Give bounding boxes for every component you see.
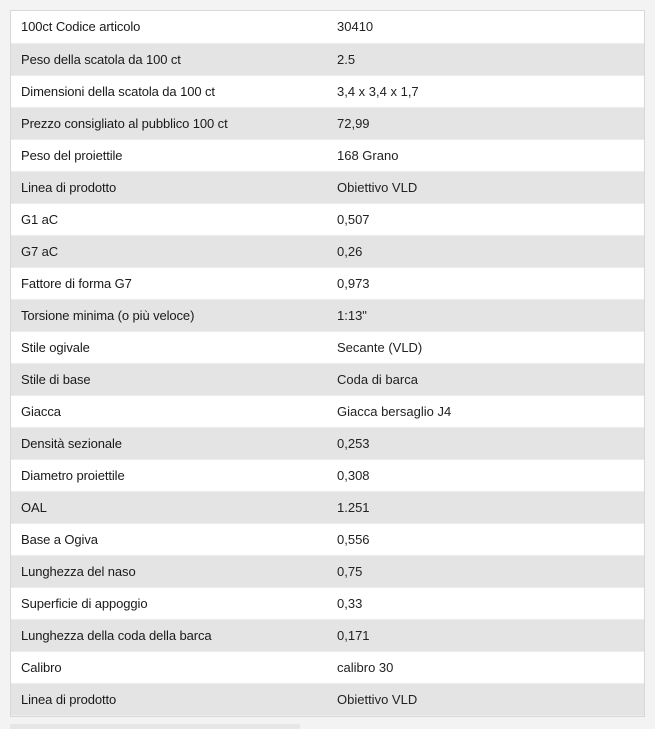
spec-value: 0,507	[327, 203, 644, 235]
spec-value: 0,253	[327, 427, 644, 459]
spec-label: Peso della scatola da 100 ct	[11, 43, 327, 75]
spec-value: Secante (VLD)	[327, 331, 644, 363]
spec-value: Giacca bersaglio J4	[327, 395, 644, 427]
spec-label: Linea di prodotto	[11, 683, 327, 715]
spec-label: Lunghezza del naso	[11, 555, 327, 587]
spec-label: OAL	[11, 491, 327, 523]
spec-value: 72,99	[327, 107, 644, 139]
spec-value: 0,26	[327, 235, 644, 267]
table-row	[11, 523, 644, 555]
table-row	[11, 107, 644, 139]
table-row	[11, 235, 644, 267]
spec-value: Obiettivo VLD	[327, 683, 644, 715]
table-row	[11, 75, 644, 107]
spec-value: 168 Grano	[327, 139, 644, 171]
spec-value: 2.5	[327, 43, 644, 75]
spec-label: Peso del proiettile	[11, 139, 327, 171]
table-row	[11, 459, 644, 491]
spec-value: 0,75	[327, 555, 644, 587]
spec-label: Lunghezza della coda della barca	[11, 619, 327, 651]
table-row	[11, 43, 644, 75]
spec-value: calibro 30	[327, 651, 644, 683]
spec-label: 100ct Codice articolo	[11, 11, 327, 43]
spec-label: Diametro proiettile	[11, 459, 327, 491]
spec-label: G7 aC	[11, 235, 327, 267]
table-row	[11, 555, 644, 587]
spec-label: Torsione minima (o più veloce)	[11, 299, 327, 331]
spec-label: Base a Ogiva	[11, 523, 327, 555]
table-row	[11, 587, 644, 619]
horizontal-scrollbar[interactable]	[10, 724, 300, 729]
table-row	[11, 203, 644, 235]
spec-value: Obiettivo VLD	[327, 171, 644, 203]
table-row	[11, 491, 644, 523]
spec-label: Giacca	[11, 395, 327, 427]
spec-value: 0,308	[327, 459, 644, 491]
spec-label: Stile ogivale	[11, 331, 327, 363]
table-row	[11, 363, 644, 395]
spec-label: Superficie di appoggio	[11, 587, 327, 619]
specifications-panel	[10, 10, 645, 717]
spec-label: Calibro	[11, 651, 327, 683]
spec-value: 0,556	[327, 523, 644, 555]
table-row	[11, 171, 644, 203]
table-row	[11, 11, 644, 43]
spec-label: Fattore di forma G7	[11, 267, 327, 299]
spec-value: Coda di barca	[327, 363, 644, 395]
spec-value: 0,973	[327, 267, 644, 299]
spec-label: Densità sezionale	[11, 427, 327, 459]
spec-label: Prezzo consigliato al pubblico 100 ct	[11, 107, 327, 139]
table-row	[11, 299, 644, 331]
spec-value: 0,171	[327, 619, 644, 651]
table-row	[11, 683, 644, 715]
spec-label: Dimensioni della scatola da 100 ct	[11, 75, 327, 107]
table-row	[11, 651, 644, 683]
spec-value: 1:13"	[327, 299, 644, 331]
spec-value: 1.251	[327, 491, 644, 523]
table-row	[11, 139, 644, 171]
spec-value: 0,33	[327, 587, 644, 619]
spec-value: 30410	[327, 11, 644, 43]
table-row	[11, 619, 644, 651]
spec-label: G1 aC	[11, 203, 327, 235]
spec-label: Stile di base	[11, 363, 327, 395]
table-row	[11, 331, 644, 363]
table-row	[11, 267, 644, 299]
table-row	[11, 427, 644, 459]
specifications-table	[11, 11, 644, 716]
table-row	[11, 395, 644, 427]
spec-label: Linea di prodotto	[11, 171, 327, 203]
spec-value: 3,4 x 3,4 x 1,7	[327, 75, 644, 107]
